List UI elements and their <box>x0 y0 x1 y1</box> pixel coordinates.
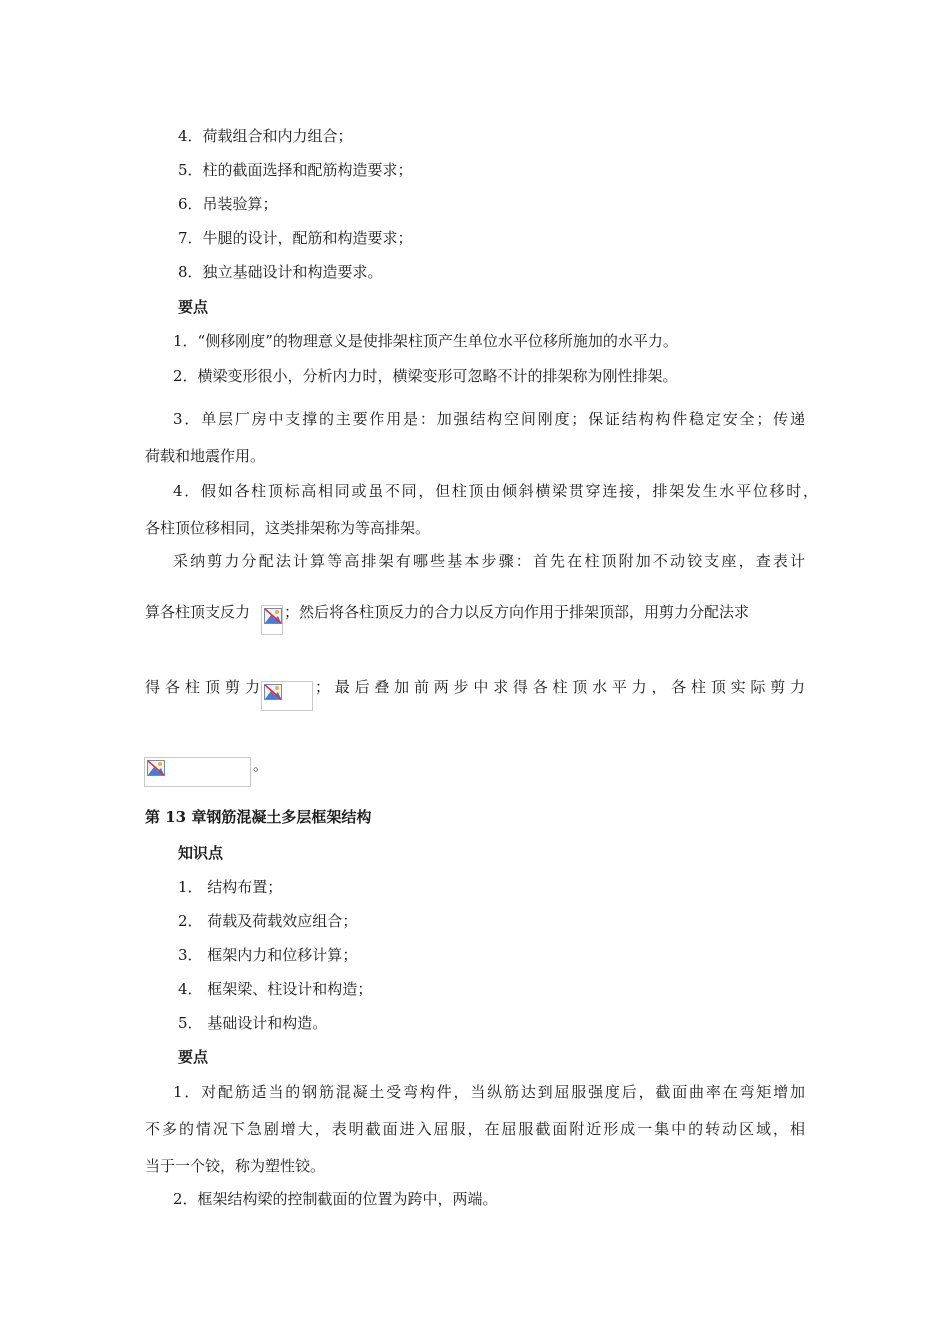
paragraph-line: 各柱顶位移相同，这类排架称为等高排架。 <box>145 519 431 537</box>
list-item: 2． 荷载及荷载效应组合； <box>178 912 358 930</box>
list-item: 8．独立基础设计和构造要求。 <box>178 263 383 281</box>
section-heading: 要点 <box>178 1048 209 1066</box>
list-item: 7．牛腿的设计，配筋和构造要求； <box>178 229 413 247</box>
paragraph-line: 3．单层厂房中支撑的主要作用是：加强结构空间刚度；保证结构构件稳定安全；传递 <box>173 410 805 428</box>
paragraph-line: 4．假如各柱顶标高相同或虽不同，但柱顶由倾斜横梁贯穿连接，排架发生水平位移时， <box>173 482 818 500</box>
paragraph: 1．“侧移刚度”的物理意义是使排架柱顶产生单位水平位移所施加的水平力。 <box>173 332 678 350</box>
paragraph-line: 。 <box>253 756 269 774</box>
paragraph-line: 当于一个铰，称为塑性铰。 <box>145 1157 326 1175</box>
broken-image-icon <box>261 605 283 635</box>
image-placeholder-icon <box>264 684 282 700</box>
list-item: 5．柱的截面选择和配筋构造要求； <box>178 161 413 179</box>
paragraph-line: 荷载和地震作用。 <box>145 447 266 465</box>
list-item: 6．吊装验算； <box>178 195 278 213</box>
paragraph-line: ；最后叠加前两步中求得各柱顶水平力，各柱顶实际剪力 <box>315 678 805 696</box>
section-heading: 知识点 <box>178 844 224 862</box>
image-placeholder-icon <box>147 760 165 776</box>
list-item: 4．荷载组合和内力组合； <box>178 127 353 145</box>
chapter-title: 第 13 章钢筋混凝土多层框架结构 <box>145 808 372 826</box>
broken-image-icon <box>144 757 251 787</box>
list-item: 5． 基础设计和构造。 <box>178 1014 328 1032</box>
paragraph-line: 不多的情况下急剧增大，表明截面进入屈服，在屈服截面附近形成一集中的转动区域，相 <box>145 1120 805 1138</box>
section-heading: 要点 <box>178 298 209 316</box>
broken-image-icon <box>261 681 313 711</box>
paragraph-line: 得各柱顶剪力 <box>145 678 260 696</box>
list-item: 3． 框架内力和位移计算； <box>178 946 358 964</box>
paragraph: 2．横梁变形很小，分析内力时，横梁变形可忽略不计的排架称为刚性排架。 <box>173 367 678 385</box>
paragraph-line: 算各柱顶支反力 <box>145 603 251 621</box>
list-item: 4． 框架梁、柱设计和构造； <box>178 980 373 998</box>
paragraph: 2．框架结构梁的控制截面的位置为跨中，两端。 <box>173 1190 498 1208</box>
paragraph-line: ；然后将各柱顶反力的合力以反方向作用于排架顶部，用剪力分配法求 <box>284 603 750 621</box>
paragraph-line: 采纳剪力分配法计算等高排架有哪些基本步骤：首先在柱顶附加不动铰支座，查表计 <box>173 552 805 570</box>
paragraph-line: 1．对配筋适当的钢筋混凝土受弯构件，当纵筋达到屈服强度后，截面曲率在弯矩增加 <box>173 1083 805 1101</box>
list-item: 1． 结构布置； <box>178 878 283 896</box>
image-placeholder-icon <box>264 608 282 624</box>
